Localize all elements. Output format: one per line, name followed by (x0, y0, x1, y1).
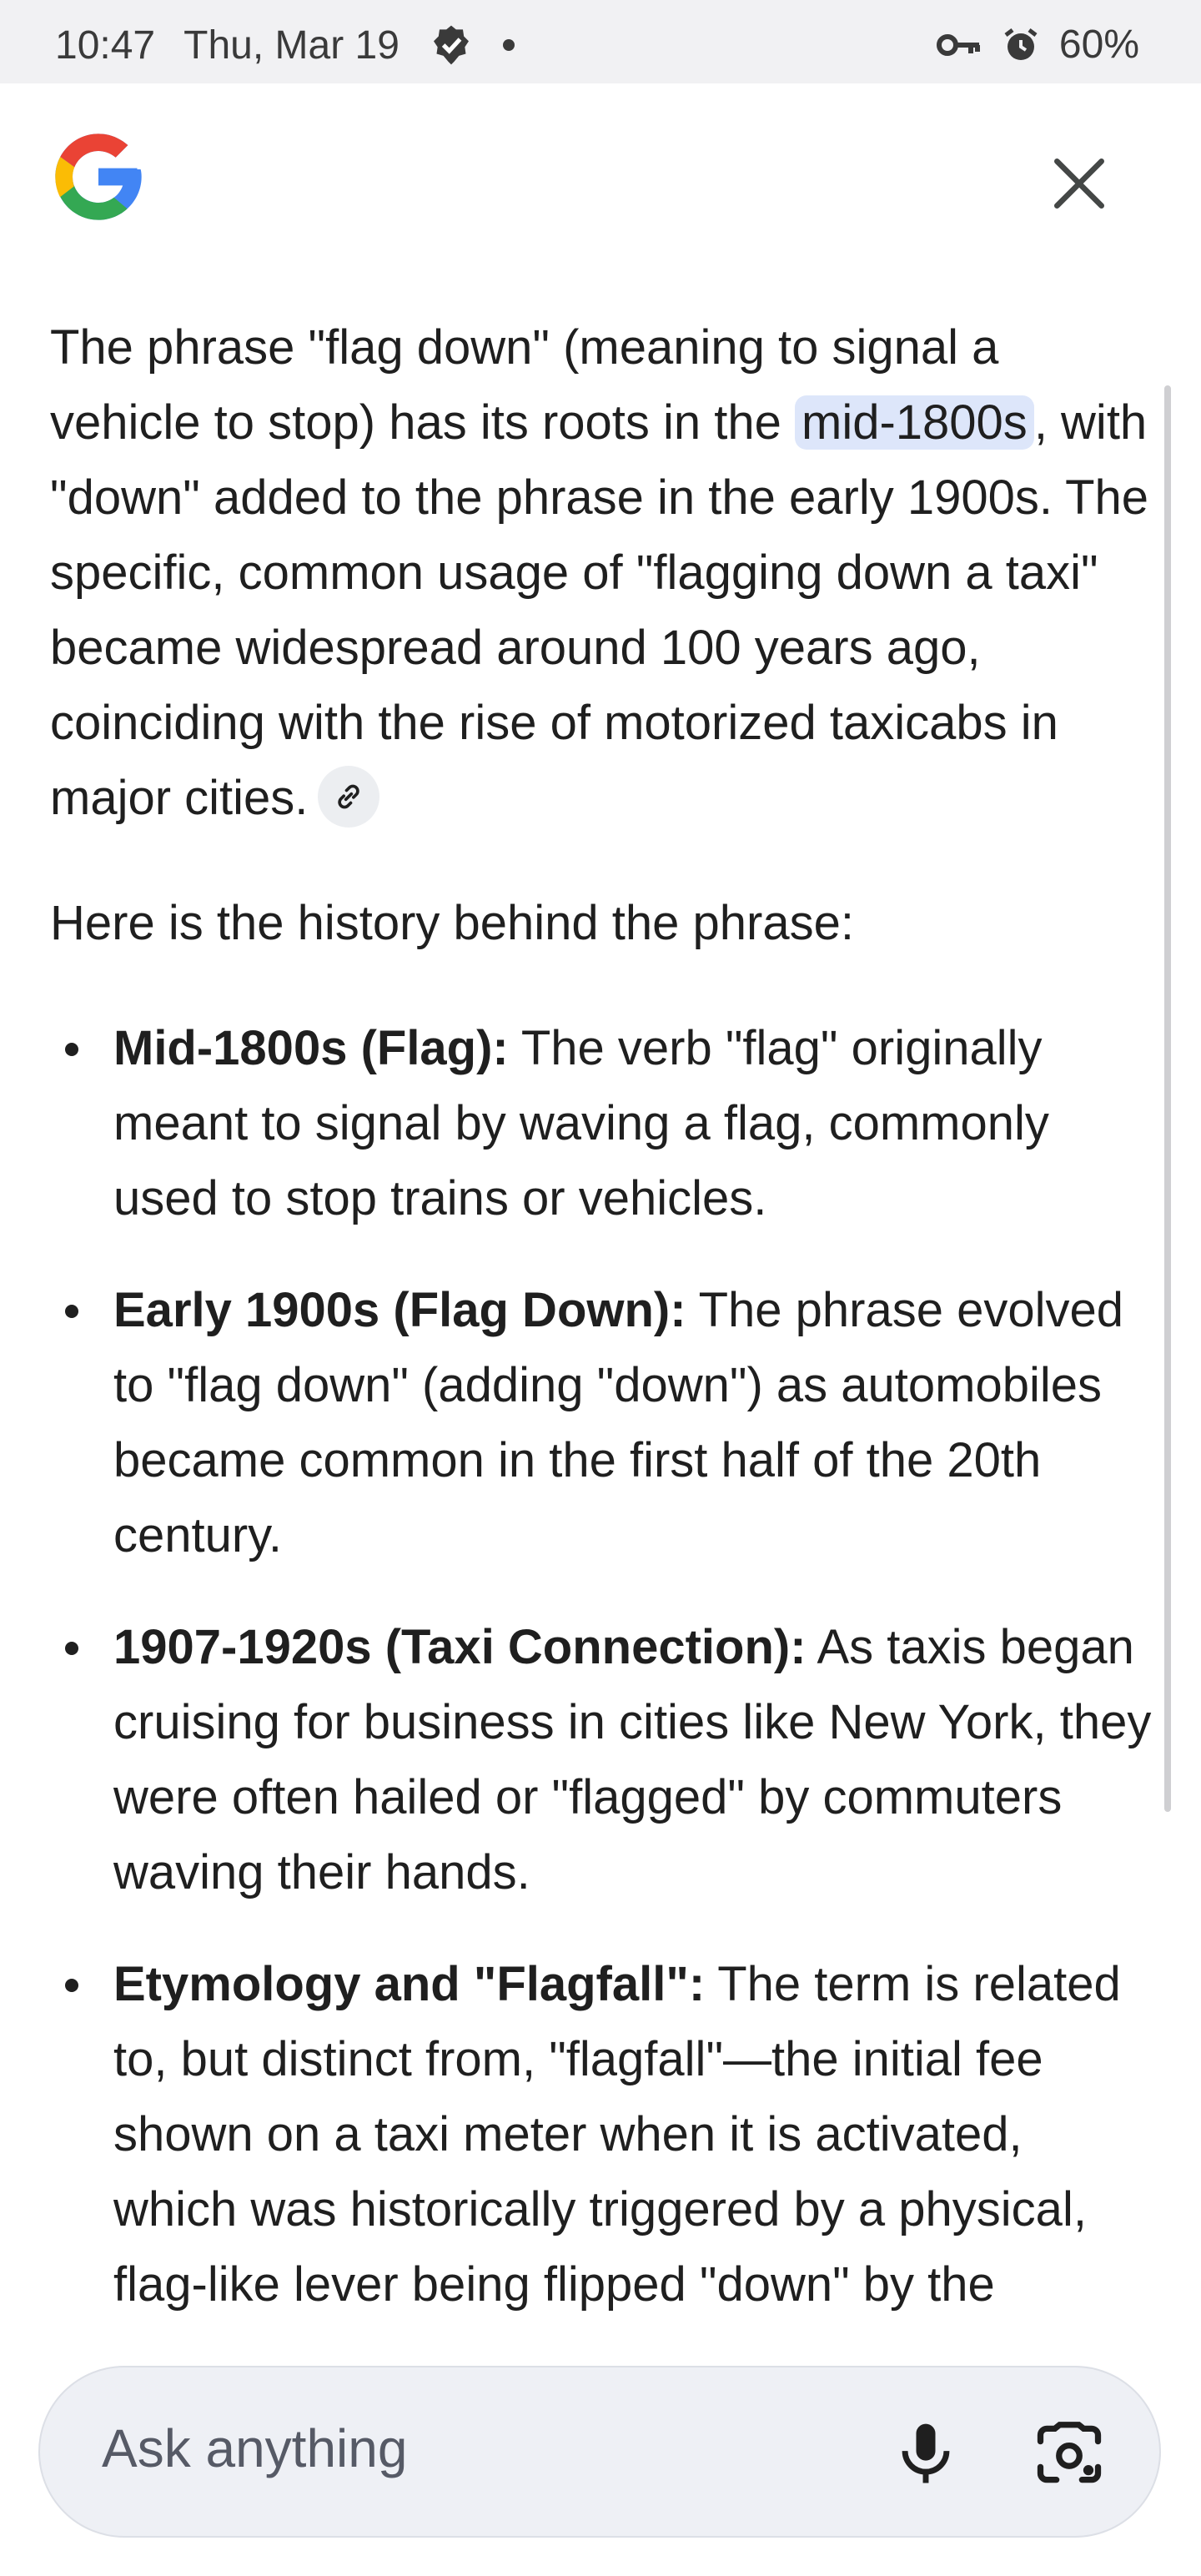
answer-intro (50, 310, 1159, 836)
status-bar-right (936, 22, 1139, 68)
history-text: The phrase evolved to "flag down" (adding "down") as automobiles became common in the first half of the 20th century. (113, 1283, 1124, 1562)
history-term: Early 1900s (Flag Down): (113, 1283, 686, 1337)
microphone-icon (887, 2416, 964, 2493)
history-term: Mid-1800s (Flag): (113, 1021, 509, 1075)
history-list (50, 1011, 1159, 2322)
highlighted-term[interactable]: mid-1800s (795, 395, 1034, 450)
status-bar (0, 0, 1201, 83)
list-item (50, 1011, 1159, 1236)
lens-search-button[interactable] (1031, 2416, 1108, 2493)
history-text: The term is related to, but distinct from, "flagfall"—the initial fee shown on a taxi meter when it is activated, which was historically triggered by a physical, flag-like lever being flipped "down" by the (113, 1957, 1121, 2312)
verified-check-icon (428, 22, 475, 68)
status-date: Thu, Mar 19 (183, 23, 399, 68)
ask-input-bar[interactable] (38, 2366, 1161, 2538)
source-link-button[interactable] (318, 766, 379, 828)
intro-before: The phrase "flag down" (meaning to signal a vehicle to stop) has its roots in the (50, 320, 999, 450)
close-button[interactable] (1046, 150, 1113, 217)
history-term: 1907-1920s (Taxi Connection): (113, 1620, 807, 1674)
ai-answer (50, 310, 1159, 2359)
alarm-icon (1001, 25, 1041, 65)
intro-after: , with "down" added to the phrase in the early 1900s. The specific, common usage of "flagging down a taxi" became widespread around 100 years ago, coinciding with the rise of motorized taxicabs in major cities. (50, 395, 1149, 825)
ask-input-placeholder[interactable]: Ask anything (102, 2418, 408, 2478)
list-item (50, 1947, 1159, 2322)
overlay-header (0, 83, 1201, 284)
list-item (50, 1273, 1159, 1573)
battery-percent: 60% (1058, 23, 1139, 67)
history-intro: Here is the history behind the phrase: (50, 896, 854, 950)
status-time: 10:47 (55, 23, 156, 68)
history-text: The verb "flag" originally meant to signal by waving a flag, commonly used to stop trains or vehicles. (113, 1021, 1049, 1225)
notification-dot (503, 39, 515, 51)
list-item (50, 1610, 1159, 1910)
history-term: Etymology and "Flagfall": (113, 1957, 706, 2011)
link-icon (332, 780, 365, 813)
scrollbar[interactable] (1164, 385, 1171, 1812)
history-text: As taxis began cruising for business in cities like New York, they were often hailed or "flagged" by commuters waving their hands. (113, 1620, 1152, 1899)
vpn-key-icon (936, 28, 982, 62)
close-icon (1046, 150, 1113, 217)
voice-search-button[interactable] (887, 2416, 964, 2493)
camera-lens-icon (1031, 2416, 1108, 2493)
status-bar-left (55, 22, 515, 68)
google-g-logo (47, 125, 150, 229)
